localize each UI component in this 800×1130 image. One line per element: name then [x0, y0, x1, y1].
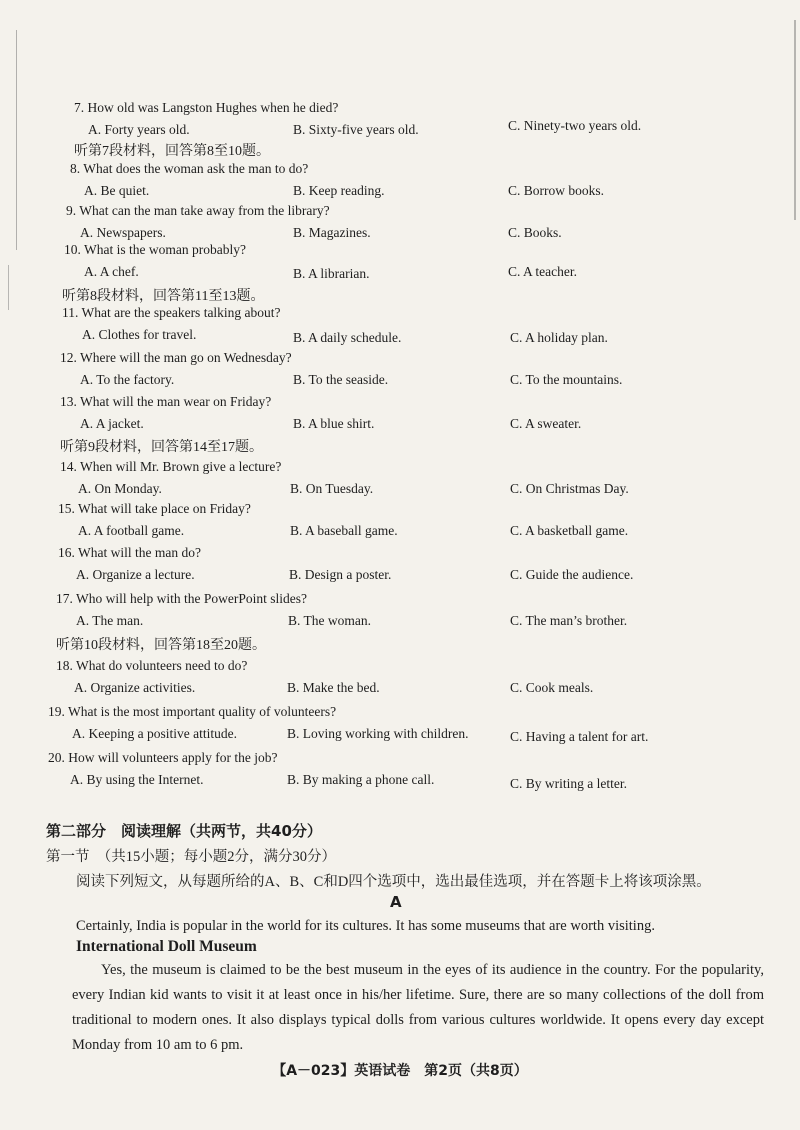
option-a: A. A jacket.	[80, 416, 144, 431]
option-c: C. By writing a letter.	[510, 776, 627, 791]
section-header: 听第7段材料，回答第8至10题。	[74, 144, 270, 159]
option-c: C. On Christmas Day.	[510, 481, 629, 496]
option-a: A. To the factory.	[80, 372, 175, 387]
option-b: B. A blue shirt.	[293, 416, 375, 431]
question-stem: 11. What are the speakers talking about?	[62, 305, 281, 320]
question-14	[0, 459, 800, 503]
question-stem: 19. What is the most important quality of volunteers?	[48, 704, 337, 719]
option-c: C. To the mountains.	[510, 372, 623, 387]
question-stem: 10. What is the woman probably?	[64, 242, 246, 257]
question-stem: 9. What can the man take away from the library?	[66, 203, 330, 218]
question-stem: 16. What will the man do?	[58, 545, 201, 560]
question-11	[0, 305, 800, 349]
option-b: B. Make the bed.	[287, 680, 380, 695]
option-a: A. Be quiet.	[84, 183, 150, 198]
option-a: A. Organize a lecture.	[76, 567, 195, 582]
passage-intro: Certainly, India is popular in the world for its cultures. It has some museums that are worth visiting.	[76, 918, 655, 934]
option-a: A. Keeping a positive attitude.	[72, 726, 237, 741]
question-stem: 7. How old was Langston Hughes when he died?	[74, 100, 339, 115]
passage-paragraph: Yes, the museum is claimed to be the best museum in the eyes of its audience in the country. For the popularity, every Indian kid wants to visit it at least once in his/her lifetime. Sure, there are so many collections of the doll from traditional to modern ones. It also displays typical dolls from various cultures worldwide. It opens every day except Monday from 10 am to 6 pm.	[72, 962, 764, 1053]
option-c: C. Books.	[508, 225, 562, 240]
question-19	[0, 704, 800, 748]
option-c: C. Borrow books.	[508, 183, 605, 198]
option-c: C. The man’s brother.	[510, 613, 628, 628]
question-9	[0, 203, 800, 247]
question-stem: 8. What does the woman ask the man to do?	[70, 161, 309, 176]
question-stem: 13. What will the man wear on Friday?	[60, 394, 272, 409]
question-10	[0, 242, 800, 286]
question-8	[0, 161, 800, 205]
section-one-title: 第一节 （共15小题；每小题2分，满分30分）	[46, 849, 336, 865]
question-17	[0, 591, 800, 635]
question-stem: 17. Who will help with the PowerPoint slides?	[56, 591, 307, 606]
option-b: B. A baseball game.	[290, 523, 398, 538]
option-c: C. A basketball game.	[510, 523, 629, 538]
option-a: A. Forty years old.	[88, 122, 190, 137]
option-a: A. On Monday.	[78, 481, 162, 496]
option-a: A. The man.	[76, 613, 144, 628]
question-stem: 12. Where will the man go on Wednesday?	[60, 350, 292, 365]
option-a: A. By using the Internet.	[70, 772, 204, 787]
option-c: C. A teacher.	[508, 264, 577, 279]
option-b: B. Design a poster.	[289, 567, 392, 582]
question-stem: 15. What will take place on Friday?	[58, 501, 251, 516]
question-18	[0, 658, 800, 702]
section-header: 听第9段材料，回答第14至17题。	[60, 440, 263, 455]
option-c: C. A sweater.	[510, 416, 582, 431]
question-7	[0, 100, 800, 144]
question-stem: 20. How will volunteers apply for the job?	[48, 750, 278, 765]
option-b: B. A daily schedule.	[293, 330, 402, 345]
option-b: B. Magazines.	[293, 225, 371, 240]
part-two-title: 第二部分 阅读理解（共两节，共40分）	[46, 822, 322, 840]
option-a: A. A chef.	[84, 264, 139, 279]
option-b: B. On Tuesday.	[290, 481, 374, 496]
option-a: A. A football game.	[78, 523, 185, 538]
question-stem: 14. When will Mr. Brown give a lecture?	[60, 459, 282, 474]
option-a: A. Newspapers.	[80, 225, 166, 240]
passage-label: A	[390, 893, 402, 911]
option-c: C. Ninety-two years old.	[508, 118, 642, 133]
question-16	[0, 545, 800, 589]
option-b: B. Keep reading.	[293, 183, 385, 198]
question-15	[0, 501, 800, 545]
section-header: 听第8段材料，回答第11至13题。	[62, 289, 265, 304]
option-a: A. Clothes for travel.	[82, 327, 197, 342]
question-13	[0, 394, 800, 438]
option-c: C. Having a talent for art.	[510, 729, 649, 744]
option-b: B. Sixty-five years old.	[293, 122, 419, 137]
question-12	[0, 350, 800, 394]
reading-instruction: 阅读下列短文，从每题所给的A、B、C和D四个选项中，选出最佳选项，并在答题卡上将该项涂黑。	[76, 874, 711, 890]
page-footer: 【A－023】英语试卷 第2页（共8页）	[272, 1063, 528, 1079]
option-a: A. Organize activities.	[74, 680, 196, 695]
option-c: C. A holiday plan.	[510, 330, 608, 345]
option-b: B. The woman.	[288, 613, 371, 628]
option-b: B. A librarian.	[293, 266, 370, 281]
option-c: C. Guide the audience.	[510, 567, 634, 582]
option-b: B. By making a phone call.	[287, 772, 435, 787]
option-b: B. Loving working with children.	[287, 726, 469, 741]
section-header: 听第10段材料，回答第18至20题。	[56, 638, 266, 653]
passage-subtitle: International Doll Museum	[76, 938, 257, 955]
question-stem: 18. What do volunteers need to do?	[56, 658, 248, 673]
option-c: C. Cook meals.	[510, 680, 594, 695]
option-b: B. To the seaside.	[293, 372, 389, 387]
question-20	[0, 750, 800, 794]
